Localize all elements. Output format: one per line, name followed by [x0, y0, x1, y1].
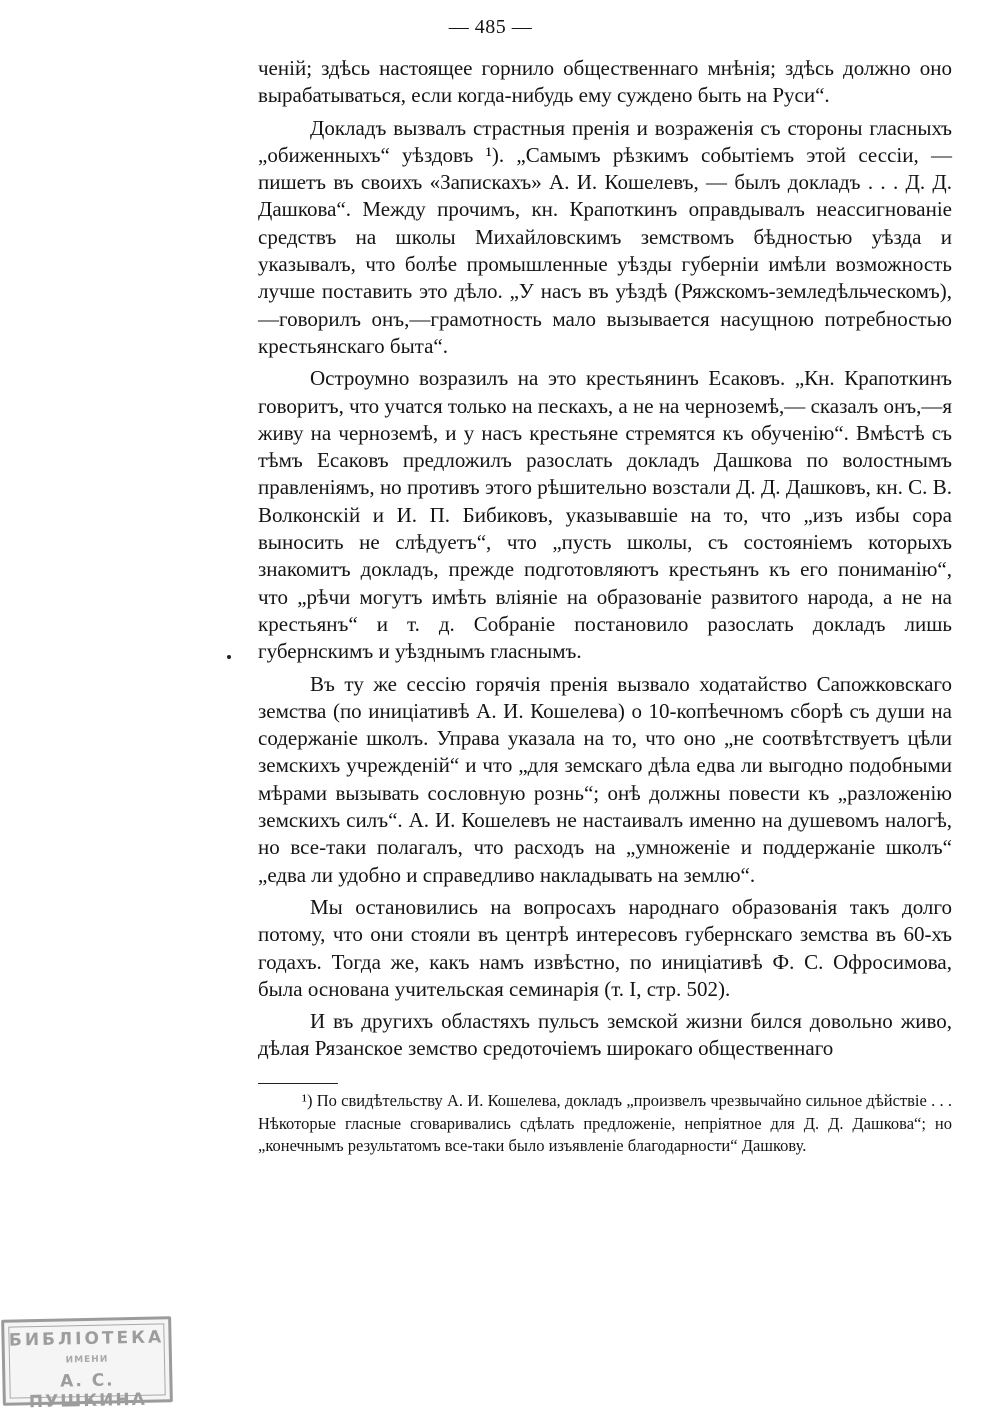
library-stamp: [1, 1316, 173, 1413]
stamp-line-pushkin: А. С. ПУШКИНА: [28, 1370, 147, 1413]
footnote-divider: [258, 1083, 338, 1084]
paragraph-esakov-reply: Остроумно возразилъ на это крестьянинъ Есаковъ. „Кн. Крапоткинъ говоритъ, что учатся только на пескахъ, а не на черноземѣ,— сказалъ онъ,—я живу на черноземѣ, и у насъ крестьяне стремятся къ обученію“. Вмѣстѣ съ тѣмъ Есаковъ предложилъ разослать докладъ Дашкова по волостнымъ правленіямъ, но противъ этого рѣшительно возстали Д. Д. Дашковъ, кн. С. В. Волконскій и И. П. Бибиковъ, указывавшіе на то, что „изъ избы сора выносить не слѣдуетъ“, что „пусть школы, съ состояніемъ которыхъ знакомитъ докладъ, прежде подготовляютъ крестьянъ къ его пониманію“, что „рѣчи могутъ имѣть вліяніе на образованіе развитого народа, а не на крестьянъ“ и т. д. Собраніе постановило разослать докладъ лишь губернскимъ и уѣзднымъ гласнымъ.: [258, 366, 952, 664]
stamp-line-name: ИМЕНИ: [65, 1354, 109, 1366]
paragraph-report-debate: Докладъ вызвалъ страстныя пренія и возраженія съ стороны гласныхъ „обиженныхъ“ уѣздовъ ¹). „Самымъ рѣзкимъ событіемъ этой сессіи, — пишетъ въ своихъ «Запискахъ» А. И. Кошелевъ, — былъ докладъ . . . Д. Д. Дашкова“. Между прочимъ, кн. Крапоткинъ оправдывалъ неассигнованіе средствъ на школы Михайловскимъ земствомъ бѣдностью уѣзда и указывалъ, что болѣе промышленные уѣзды губерніи имѣли возможность лучше поставить это дѣло. „У насъ въ уѣздѣ (Ряжскомъ-земледѣльческомъ),—говорилъ онъ,—грамотность мало вызывается насущною потребностью крестьянскаго быта“.: [258, 115, 952, 358]
body-text: [258, 55, 952, 1063]
stamp-line-library: БИБЛIОТЕКА: [8, 1327, 165, 1351]
paragraph-sapozhkov-petition: Въ ту же сессію горячія пренія вызвало ходатайство Сапожковскаго земства (по иниціативѣ А. И. Кошелева) о 10-копѣечномъ сборѣ съ души на содержаніе школъ. Управа указала на то, что оно „не соотвѣтствуетъ цѣли земскихъ учрежденій“ и что „для земскаго дѣла едва ли выгодно подобными мѣрами вызывать сословную рознь“; онѣ должны повести къ „разложенію земскихъ силъ“. А. И. Кошелевъ не настаивалъ именно на душевомъ налогѣ, но все-таки полагалъ, что расходъ на „умноженіе и поддержаніе школъ“ „едва ли удобно и справедливо накладывать на землю“.: [258, 671, 952, 887]
page-number: — 485 —: [448, 16, 533, 38]
footnote: ¹) По свидѣтельству А. И. Кошелева, докладъ „произвелъ чрезвычайно сильное дѣйствіе . . . Нѣкоторые гласные сговаривались сдѣлать предложеніе, непріятное для Д. Д. Дашкова“; но „конечнымъ результатомъ все-таки было изъявленіе благодарности“ Дашкову.: [258, 1091, 952, 1155]
paragraph-other-areas: И въ другихъ областяхъ пульсъ земской жизни бился довольно живо, дѣлая Рязанское земство средоточіемъ широкаго общественнаго: [258, 1009, 952, 1061]
margin-mark: [227, 655, 231, 659]
paragraph-continuation: ченій; здѣсь настоящее горнило общественнаго мнѣнія; здѣсь должно оно вырабатываться, если когда-нибудь ему суждено быть на Руси“.: [258, 56, 952, 108]
paragraph-public-education: Мы остановились на вопросахъ народнаго образованія такъ долго потому, что они стояли въ центрѣ интересовъ губернскаго земства въ 60-хъ годахъ. Тогда же, какъ намъ извѣстно, по иниціативѣ Ф. С. Офросимова, была основана учительская семинарія (т. I, стр. 502).: [258, 894, 952, 1001]
